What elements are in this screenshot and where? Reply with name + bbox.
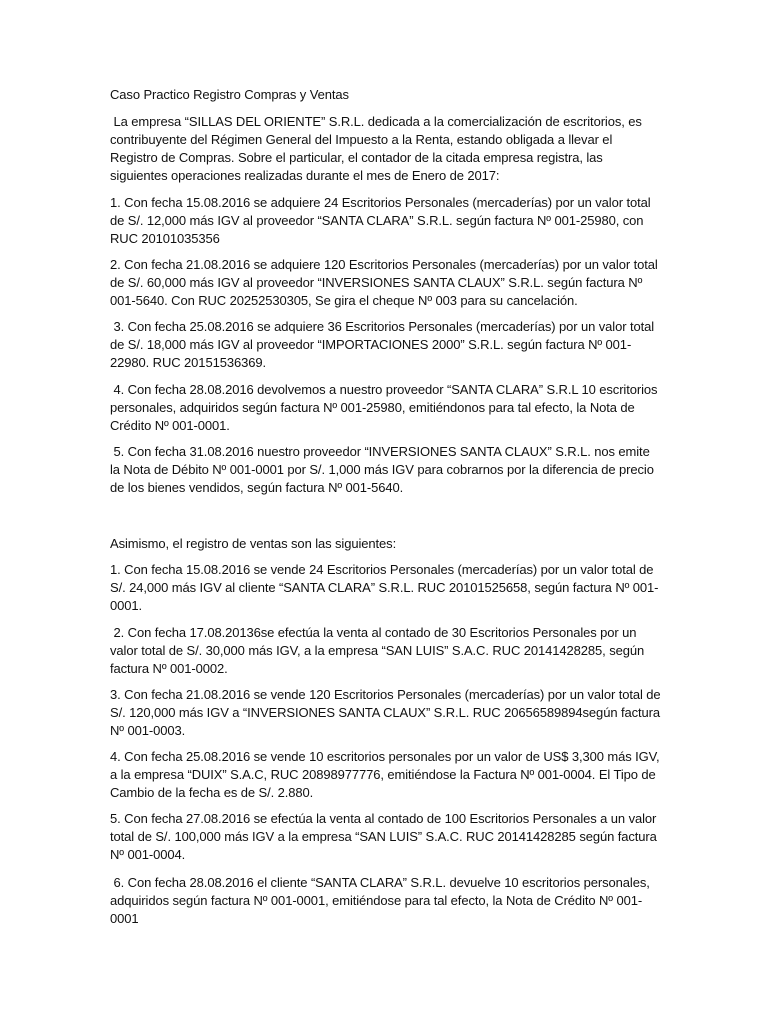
sale-item-1	[110, 561, 662, 615]
purchase-text-4: 4. Con fecha 28.08.2016 devolvemos a nuestro proveedor “SANTA CLARA” S.R.L 10 escritorios personales, adquiridos según factura Nº 001-25980, emitiéndonos para tal efecto, la Nota de Crédito Nº 001-0001.	[110, 382, 661, 433]
intro-paragraph	[110, 113, 662, 185]
sales-heading-text: Asimismo, el registro de ventas son las siguientes:	[110, 536, 397, 551]
sale-text-5: 5. Con fecha 27.08.2016 se efectúa la venta al contado de 100 Escritorios Personales a un valor total de S/. 100,000 más IGV a la empresa “SAN LUIS” S.A.C. RUC 20141428285 según factura Nº 001-0004.	[110, 811, 661, 862]
purchase-text-3: 3. Con fecha 25.08.2016 se adquiere 36 Escritorios Personales (mercaderías) por un valor total de S/. 18,000 más IGV al proveedor “IMPORTACIONES 2000” S.R.L. según factura Nº 001-22980. RUC 20151536369.	[110, 319, 658, 370]
sale-text-2: 2. Con fecha 17.08.20136se efectúa la venta al contado de 30 Escritorios Personales por un valor total de S/. 30,000 más IGV, a la empresa “SAN LUIS” S.A.C. RUC 20141428285, según factura Nº 001-0002.	[110, 625, 648, 676]
sale-text-3: 3. Con fecha 21.08.2016 se vende 120 Escritorios Personales (mercaderías) por un valor total de S/. 120,000 más IGV a “INVERSIONES SANTA CLAUX” S.R.L. RUC 20656589894según factura Nº 001-0003.	[110, 687, 665, 738]
sale-text-1: 1. Con fecha 15.08.2016 se vende 24 Escritorios Personales (mercaderías) por un valor total de S/. 24,000 más IGV al cliente “SANTA CLARA” S.R.L. RUC 20101525658, según factura Nº 001-0001.	[110, 562, 659, 613]
purchase-item-5	[110, 443, 662, 497]
purchase-item-4	[110, 381, 662, 435]
purchase-item-1	[110, 194, 662, 248]
purchase-text-2: 2. Con fecha 21.08.2016 se adquiere 120 Escritorios Personales (mercaderías) por un valor total de S/. 60,000 más IGV al proveedor “INVERSIONES SANTA CLAUX” S.R.L. según factura Nº 001-5640. Con RUC 20252530305, Se gira el cheque Nº 003 para su cancelación.	[110, 257, 662, 308]
sale-text-6: 6. Con fecha 28.08.2016 el cliente “SANTA CLARA” S.R.L. devuelve 10 escritorios personales, adquiridos según factura Nº 001-0001, emitiéndose para tal efecto, la Nota de Crédito Nº 001-0001	[110, 875, 654, 926]
sale-item-6	[110, 874, 662, 928]
purchase-item-2	[110, 256, 662, 310]
intro-text: La empresa “SILLAS DEL ORIENTE” S.R.L. dedicada a la comercialización de escritorios, es contribuyente del Régimen General del Impuesto a la Renta, estando obligada a llevar el Registro de Compras. Sobre el particular, el contador de la citada empresa registra, las siguientes operaciones realizadas durante el mes de Enero de 2017:	[110, 114, 646, 183]
sale-item-2	[110, 624, 662, 678]
purchase-text-5: 5. Con fecha 31.08.2016 nuestro proveedor “INVERSIONES SANTA CLAUX” S.R.L. nos emite la Nota de Débito Nº 001-0001 por S/. 1,000 más IGV para cobrarnos por la diferencia de precio de los bienes vendidos, según factura Nº 001-5640.	[110, 444, 658, 495]
title-text: Caso Practico Registro Compras y Ventas	[110, 87, 349, 102]
sale-item-5	[110, 810, 662, 864]
sale-item-4	[110, 748, 662, 802]
purchase-item-3	[110, 318, 662, 372]
sale-text-4: 4. Con fecha 25.08.2016 se vende 10 escritorios personales por un valor de US$ 3,300 más IGV, a la empresa “DUIX” S.A.C, RUC 20898977776, emitiéndose la Factura Nº 001-0004. El Tipo de Cambio de la fecha es de S/. 2.880.	[110, 749, 664, 800]
document-title	[110, 86, 662, 104]
sale-item-3	[110, 686, 665, 740]
purchase-text-1: 1. Con fecha 15.08.2016 se adquiere 24 Escritorios Personales (mercaderías) por un valor total de S/. 12,000 más IGV al proveedor “SANTA CLARA” S.R.L. según factura Nº 001-25980, con RUC 20101035356	[110, 195, 655, 246]
sales-heading	[110, 535, 662, 553]
